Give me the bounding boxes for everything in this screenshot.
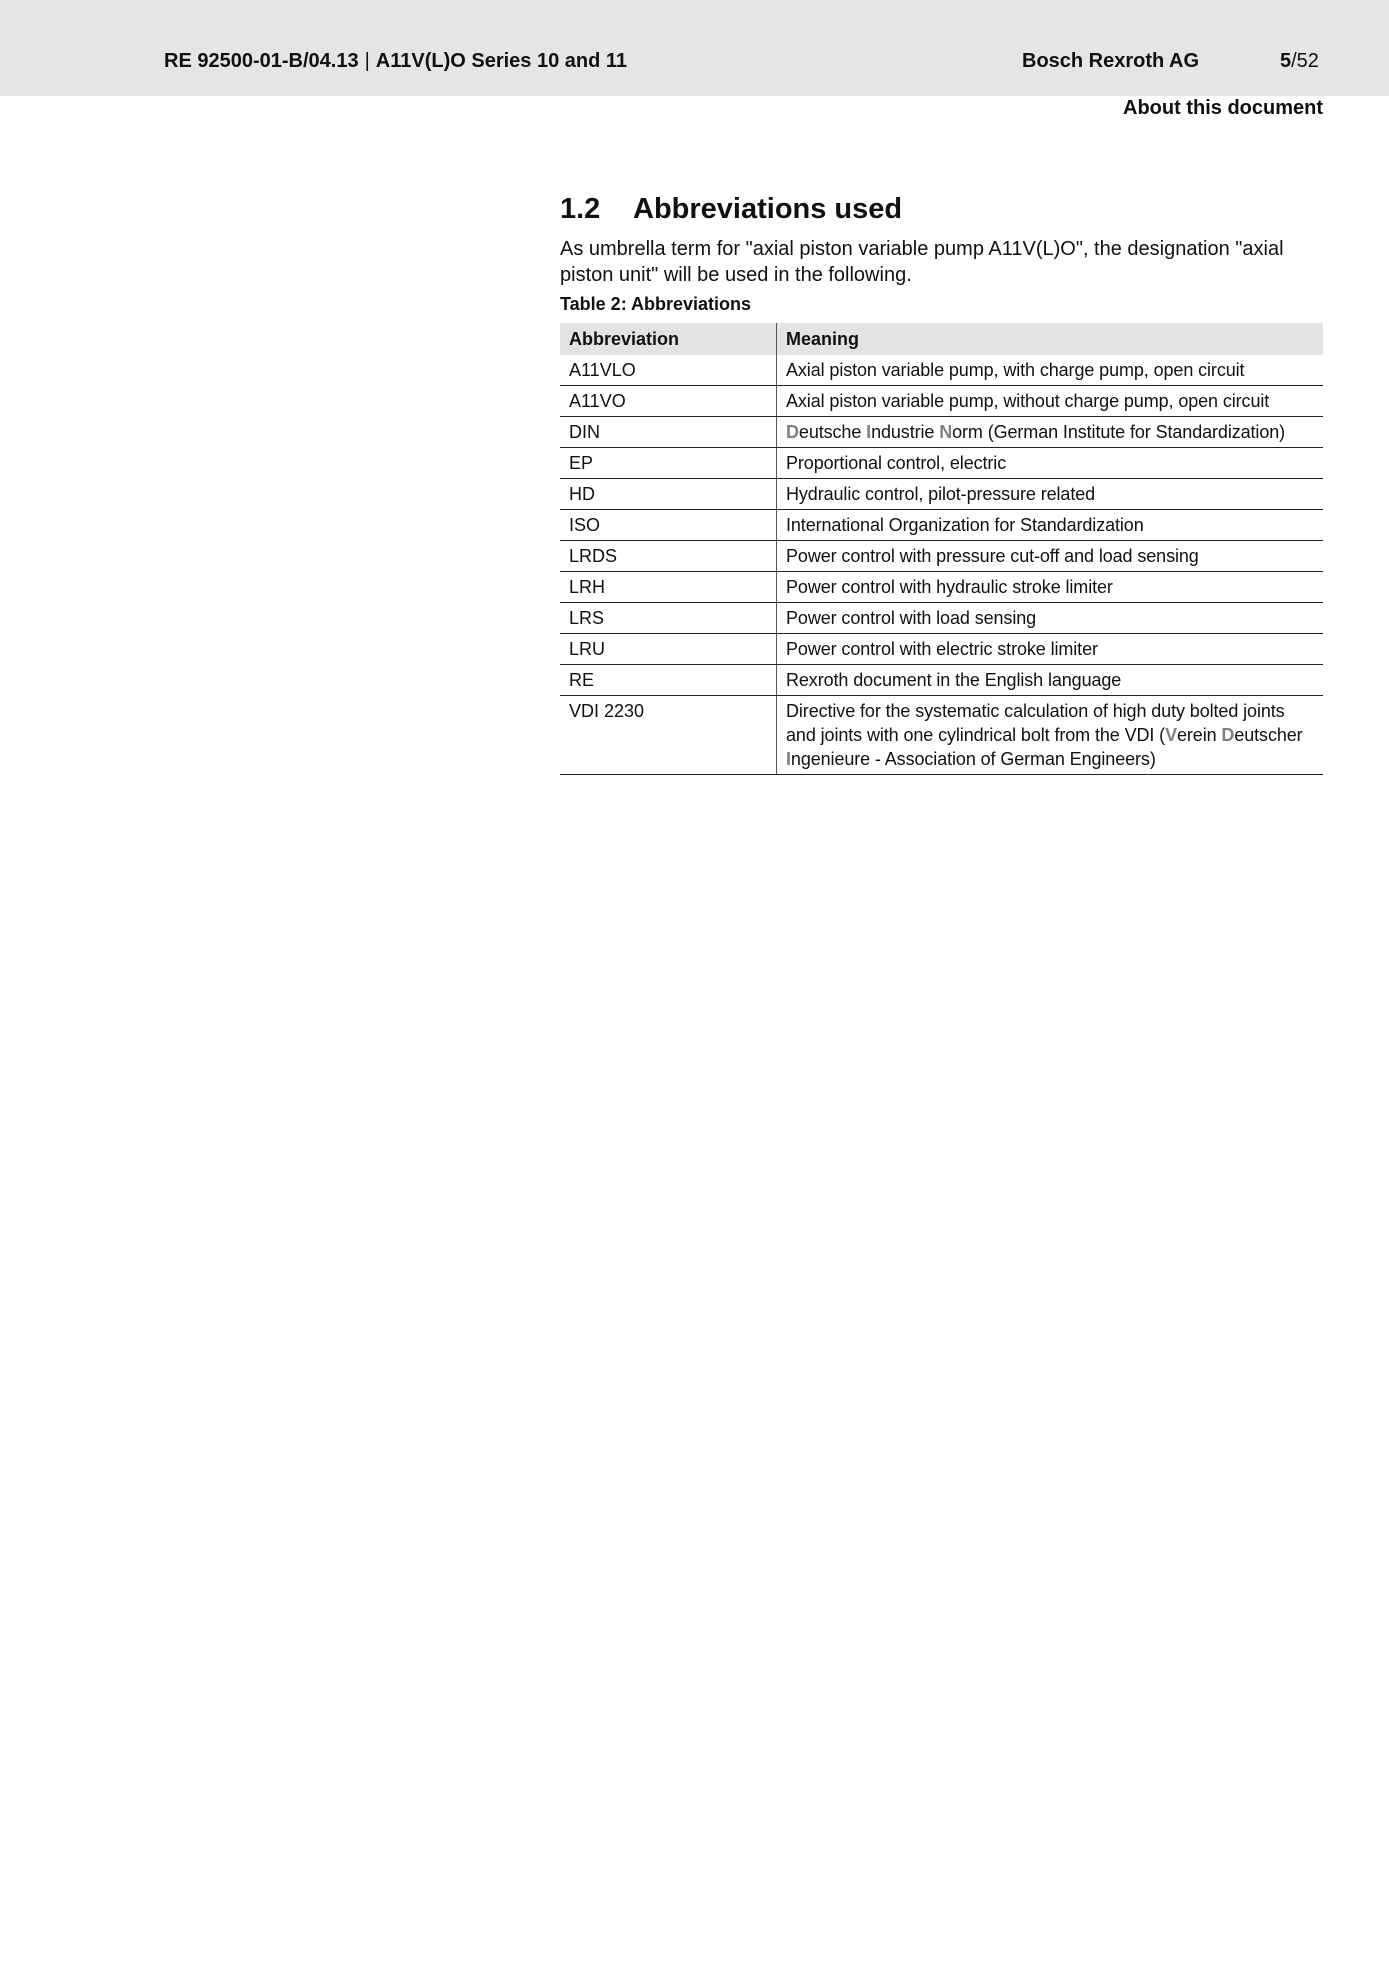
header-page-number: [1280, 49, 1319, 73]
table-row: [560, 696, 1323, 775]
abbreviations-table: [560, 323, 1323, 775]
abbreviation-cell: ISO: [560, 510, 777, 541]
abbreviation-cell: DIN: [560, 417, 777, 448]
table-row: [560, 386, 1323, 417]
meaning-text-segment: erein: [1176, 725, 1222, 745]
meaning-cell: [777, 696, 1324, 775]
meaning-cell: Axial piston variable pump, without charge pump, open circuit: [777, 386, 1324, 417]
table-row: [560, 634, 1323, 665]
meaning-text-segment: eutsche: [798, 422, 867, 442]
meaning-text-segment: ngenieure - Association of German Engineers): [790, 749, 1156, 769]
column-header-meaning: Meaning: [777, 323, 1324, 355]
abbreviation-cell: LRU: [560, 634, 777, 665]
column-header-abbreviation: Abbreviation: [560, 323, 777, 355]
page-total: /52: [1291, 50, 1319, 72]
meaning-cell: [777, 417, 1324, 448]
header-document-title: [164, 49, 627, 73]
header-doc-number: RE 92500-01-B/04.13: [164, 50, 359, 72]
section-label: About this document: [1123, 97, 1323, 119]
intro-paragraph: As umbrella term for "axial piston variable pump A11V(L)O", the designation "axial piston unit" will be used in the following.: [560, 238, 1284, 286]
meaning-cell: Power control with load sensing: [777, 603, 1324, 634]
meaning-cell: Rexroth document in the English language: [777, 665, 1324, 696]
header-separator: |: [364, 50, 370, 72]
header-product: A11V(L)O Series 10 and 11: [375, 50, 628, 72]
abbreviation-cell: LRH: [560, 572, 777, 603]
page-current: 5: [1280, 50, 1292, 72]
abbreviation-cell: RE: [560, 665, 777, 696]
meaning-cell: Power control with hydraulic stroke limiter: [777, 572, 1324, 603]
meaning-cell: Hydraulic control, pilot-pressure related: [777, 479, 1324, 510]
meaning-text-segment: ndustrie: [871, 422, 940, 442]
meaning-initial-letter: D: [1221, 725, 1235, 745]
abbreviation-cell: LRDS: [560, 541, 777, 572]
main-content: [560, 187, 1323, 775]
page-header-band: [0, 0, 1389, 96]
meaning-cell: Proportional control, electric: [777, 448, 1324, 479]
section-heading: [560, 187, 1323, 231]
header-company: Bosch Rexroth AG: [1022, 50, 1200, 72]
meaning-text-segment: Directive for the systematic calculation of high duty bolted joints and joints with one cylindrical bolt from the VDI (: [786, 701, 1285, 745]
meaning-initial-letter: D: [786, 422, 799, 442]
meaning-text-segment: orm (German Institute for Standardization): [952, 422, 1286, 442]
table-row: [560, 510, 1323, 541]
meaning-initial-letter: V: [1165, 725, 1177, 745]
table-row: [560, 448, 1323, 479]
meaning-cell: Axial piston variable pump, with charge pump, open circuit: [777, 355, 1324, 386]
table-row: [560, 665, 1323, 696]
table-row: [560, 541, 1323, 572]
table-row: [560, 603, 1323, 634]
table-caption: Table 2: Abbreviations: [560, 294, 752, 314]
meaning-text-segment: eutscher: [1234, 725, 1303, 745]
abbreviation-cell: LRS: [560, 603, 777, 634]
abbreviation-cell: HD: [560, 479, 777, 510]
table-body: [560, 355, 1323, 775]
meaning-initial-letter: N: [939, 422, 953, 442]
abbreviation-cell: A11VO: [560, 386, 777, 417]
table-row: [560, 479, 1323, 510]
table-row: [560, 355, 1323, 386]
meaning-initial-letter: I: [866, 422, 872, 442]
table-header-row: [560, 323, 1323, 355]
abbreviation-cell: EP: [560, 448, 777, 479]
meaning-initial-letter: I: [786, 749, 791, 769]
table-row: [560, 572, 1323, 603]
meaning-cell: Power control with pressure cut-off and load sensing: [777, 541, 1324, 572]
section-number: 1.2: [560, 193, 601, 225]
section-title: Abbreviations used: [633, 193, 903, 225]
abbreviation-cell: VDI 2230: [560, 696, 777, 775]
abbreviation-cell: A11VLO: [560, 355, 777, 386]
meaning-cell: Power control with electric stroke limiter: [777, 634, 1324, 665]
meaning-cell: International Organization for Standardization: [777, 510, 1324, 541]
table-row: [560, 417, 1323, 448]
